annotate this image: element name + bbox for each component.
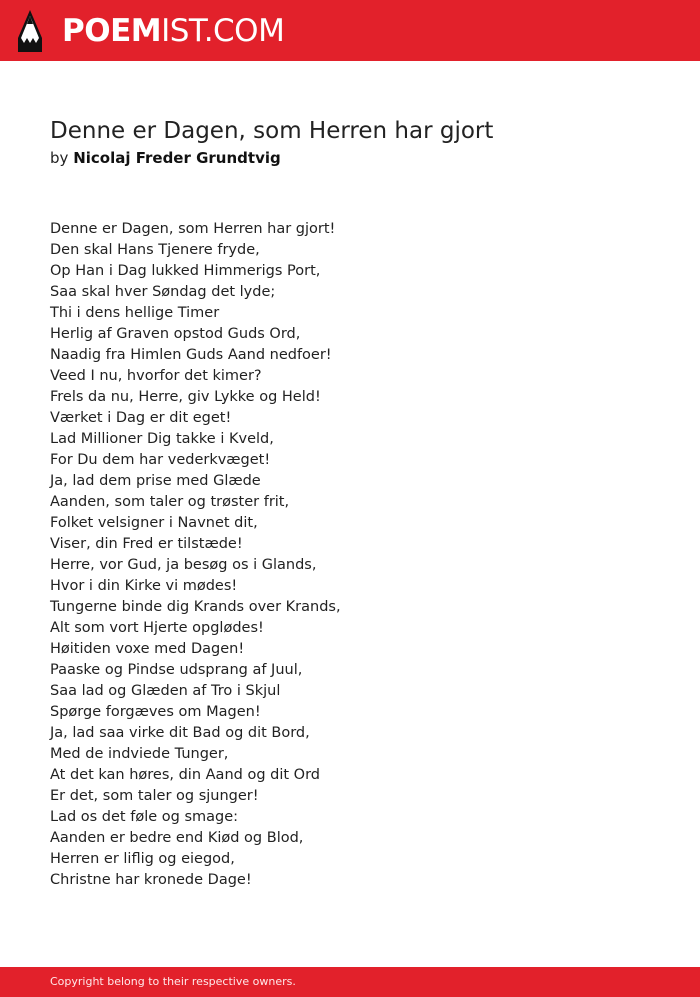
poem-byline [50, 148, 281, 168]
poem-line: Op Han i Dag lukked Himmerigs Port, [50, 263, 321, 279]
poem-line: Saa skal hver Søndag det lyde; [50, 284, 276, 300]
poem-line: Veed I nu, hvorfor det kimer? [50, 368, 262, 384]
poem-line: Folket velsigner i Navnet dit, [50, 515, 258, 531]
poem-line: Thi i dens hellige Timer [50, 305, 220, 321]
poem-line: Lad Millioner Dig takke i Kveld, [50, 431, 274, 447]
poem-line: For Du dem har vederkvæget! [50, 452, 271, 468]
poem-line: Aanden er bedre end Kiød og Blod, [50, 830, 304, 846]
site-footer [0, 967, 700, 997]
poem-line: Spørge forgæves om Magen! [50, 704, 261, 720]
poem-line: Frels da nu, Herre, giv Lykke og Held! [50, 389, 321, 405]
poem-line: Herre, vor Gud, ja besøg os i Glands, [50, 557, 317, 573]
poem-line: At det kan høres, din Aand og dit Ord [50, 767, 320, 783]
poem-line: Ja, lad saa virke dit Bad og dit Bord, [50, 725, 310, 741]
poem-line: Saa lad og Glæden af Tro i Skjul [50, 683, 281, 699]
site-header [0, 0, 700, 61]
poem-line: Tungerne binde dig Krands over Krands, [50, 599, 341, 615]
poem-line: Ja, lad dem prise med Glæde [50, 473, 261, 489]
poem-line: Er det, som taler og sjunger! [50, 788, 259, 804]
poem-line: Christne har kronede Dage! [50, 872, 252, 888]
site-logo[interactable] [62, 13, 284, 49]
logo-brand-light: IST.COM [161, 13, 285, 49]
poem-line: Alt som vort Hjerte opglødes! [50, 620, 264, 636]
poem-title: Denne er Dagen, som Herren har gjort [50, 118, 494, 144]
poem-line: Aanden, som taler og trøster frit, [50, 494, 290, 510]
poem-line: Viser, din Fred er tilstæde! [50, 536, 243, 552]
poem-body [50, 219, 341, 891]
poem-line: Med de indviede Tunger, [50, 746, 229, 762]
poem-line: Naadig fra Himlen Guds Aand nedfoer! [50, 347, 332, 363]
poem-line: Paaske og Pindse udsprang af Juul, [50, 662, 303, 678]
poem-line: Hvor i din Kirke vi mødes! [50, 578, 238, 594]
poem-line: Lad os det føle og smage: [50, 809, 239, 825]
poem-line: Høitiden voxe med Dagen! [50, 641, 245, 657]
byline-prefix: by [50, 149, 69, 167]
footer-copyright: Copyright belong to their respective owners. [50, 975, 296, 988]
logo-brand-bold: POEM [62, 13, 162, 49]
poem-author: Nicolaj Freder Grundtvig [73, 149, 281, 167]
poem-line: Værket i Dag er dit eget! [50, 410, 232, 426]
poem-line: Denne er Dagen, som Herren har gjort! [50, 221, 336, 237]
poem-line: Den skal Hans Tjenere fryde, [50, 242, 260, 258]
poem-line: Herlig af Graven opstod Guds Ord, [50, 326, 301, 342]
poem-line: Herren er liflig og eiegod, [50, 851, 235, 867]
pencil-logo-icon[interactable] [18, 10, 42, 52]
